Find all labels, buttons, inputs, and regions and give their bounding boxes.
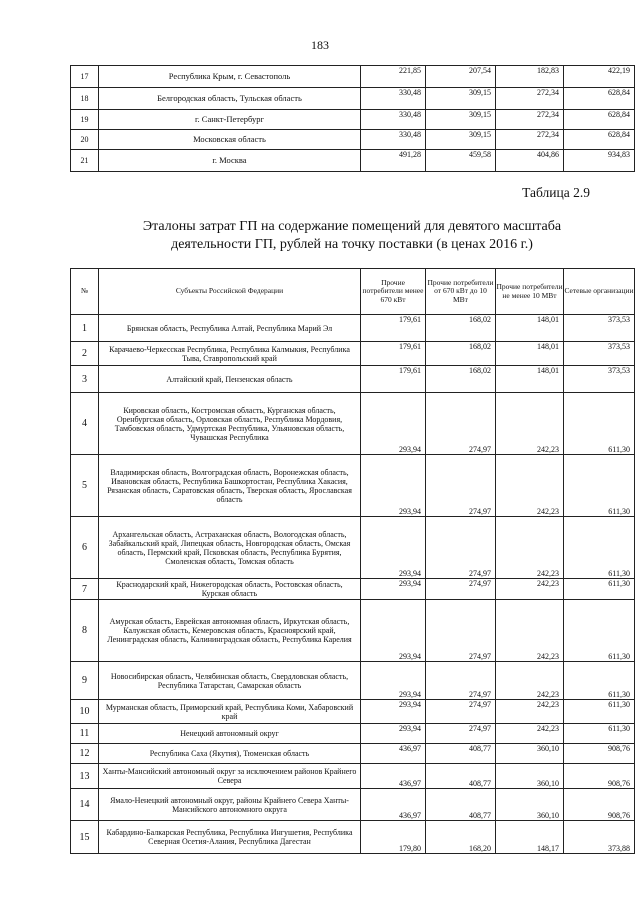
value-cell: 168,02 <box>426 315 496 342</box>
value-cell: 242,23 <box>496 662 564 700</box>
row-number: 10 <box>71 700 99 724</box>
value-cell: 309,15 <box>426 110 496 130</box>
subject-cell: Ненецкий автономный округ <box>99 724 361 744</box>
value-cell: 436,97 <box>361 764 426 789</box>
value-cell: 373,53 <box>564 342 635 366</box>
table-row <box>71 88 635 110</box>
subject-cell: Новосибирская область, Челябинская область, Свердловская область, Республика Татарстан, Самарская область <box>99 662 361 700</box>
value-cell: 408,77 <box>426 764 496 789</box>
costs-table <box>70 268 635 854</box>
row-number: 1 <box>71 315 99 342</box>
value-cell: 274,97 <box>426 662 496 700</box>
value-cell: 330,48 <box>361 130 426 150</box>
value-cell: 274,97 <box>426 579 496 600</box>
value-cell: 611,30 <box>564 724 635 744</box>
row-number: 9 <box>71 662 99 700</box>
subject-cell: Белгородская область, Тульская область <box>99 88 361 110</box>
value-cell: 459,58 <box>426 150 496 172</box>
column-header-subject: Субъекты Российской Федерации <box>99 269 361 315</box>
value-cell: 404,86 <box>496 150 564 172</box>
value-cell: 179,80 <box>361 821 426 854</box>
subject-cell: Мурманская область, Приморский край, Республика Коми, Хабаровский край <box>99 700 361 724</box>
value-cell: 242,23 <box>496 579 564 600</box>
value-cell: 293,94 <box>361 455 426 517</box>
row-number: 11 <box>71 724 99 744</box>
value-cell: 168,02 <box>426 366 496 393</box>
continued-table <box>70 65 635 172</box>
value-cell: 242,23 <box>496 455 564 517</box>
table-row <box>71 700 635 724</box>
column-header-c3: Прочие потребители не менее 10 МВт <box>496 269 564 315</box>
table-row <box>71 724 635 744</box>
subject-cell: Алтайский край, Пензенская область <box>99 366 361 393</box>
value-cell: 611,30 <box>564 662 635 700</box>
table-row <box>71 600 635 662</box>
table-header-row <box>71 269 635 315</box>
value-cell: 611,30 <box>564 700 635 724</box>
value-cell: 628,84 <box>564 88 635 110</box>
table-row <box>71 315 635 342</box>
row-number: 6 <box>71 517 99 579</box>
value-cell: 908,76 <box>564 789 635 821</box>
row-number: 13 <box>71 764 99 789</box>
value-cell: 242,23 <box>496 700 564 724</box>
value-cell: 272,34 <box>496 110 564 130</box>
table-row <box>71 579 635 600</box>
value-cell: 422,19 <box>564 66 635 88</box>
subject-cell: Республика Саха (Якутия), Тюменская область <box>99 744 361 764</box>
value-cell: 330,48 <box>361 88 426 110</box>
value-cell: 293,94 <box>361 517 426 579</box>
table-title <box>70 218 634 254</box>
row-number: 4 <box>71 393 99 455</box>
table-row <box>71 393 635 455</box>
subject-cell: Архангельская область, Астраханская область, Вологодская область, Забайкальский край, Липецкая область, Новгородская область, Омская область, Пермский край, Псковская область, Республика Бурятия, Смоленская область, Томская область <box>99 517 361 579</box>
row-number: 8 <box>71 600 99 662</box>
subject-cell: Брянская область, Республика Алтай, Республика Марий Эл <box>99 315 361 342</box>
value-cell: 242,23 <box>496 724 564 744</box>
value-cell: 436,97 <box>361 744 426 764</box>
value-cell: 274,97 <box>426 393 496 455</box>
table-title-line: деятельности ГП, рублей на точку поставки (в ценах 2016 г.) <box>171 237 533 252</box>
subject-cell: Краснодарский край, Нижегородская область, Ростовская область, Курская область <box>99 579 361 600</box>
row-number: 20 <box>71 130 99 150</box>
subject-cell: Кабардино-Балкарская Республика, Республика Ингушетия, Республика Северная Осетия-Алания, Республика Дагестан <box>99 821 361 854</box>
value-cell: 182,83 <box>496 66 564 88</box>
value-cell: 274,97 <box>426 517 496 579</box>
value-cell: 293,94 <box>361 724 426 744</box>
table-row <box>71 455 635 517</box>
subject-cell: Амурская область, Еврейская автономная область, Иркутская область, Калужская область, Кемеровская область, Красноярский край, Ленинградская область, Калининградская область, Республика Карелия <box>99 600 361 662</box>
value-cell: 293,94 <box>361 579 426 600</box>
value-cell: 373,53 <box>564 366 635 393</box>
value-cell: 360,10 <box>496 744 564 764</box>
value-cell: 373,53 <box>564 315 635 342</box>
row-number: 15 <box>71 821 99 854</box>
row-number: 18 <box>71 88 99 110</box>
value-cell: 373,88 <box>564 821 635 854</box>
subject-cell: Владимирская область, Волгоградская область, Воронежская область, Ивановская область, Республика Башкортостан, Республика Хакасия, Рязанская область, Саратовская область, Тверская область, Ярославская область <box>99 455 361 517</box>
value-cell: 611,30 <box>564 600 635 662</box>
value-cell: 293,94 <box>361 662 426 700</box>
value-cell: 242,23 <box>496 393 564 455</box>
value-cell: 293,94 <box>361 700 426 724</box>
table-row <box>71 130 635 150</box>
row-number: 19 <box>71 110 99 130</box>
subject-cell: г. Санкт-Петербург <box>99 110 361 130</box>
value-cell: 221,85 <box>361 66 426 88</box>
value-cell: 293,94 <box>361 393 426 455</box>
value-cell: 168,20 <box>426 821 496 854</box>
value-cell: 272,34 <box>496 130 564 150</box>
value-cell: 934,83 <box>564 150 635 172</box>
value-cell: 611,30 <box>564 579 635 600</box>
value-cell: 179,61 <box>361 366 426 393</box>
page-number: 183 <box>311 38 329 52</box>
value-cell: 628,84 <box>564 130 635 150</box>
value-cell: 148,01 <box>496 315 564 342</box>
value-cell: 274,97 <box>426 700 496 724</box>
value-cell: 274,97 <box>426 600 496 662</box>
table-row <box>71 764 635 789</box>
value-cell: 148,01 <box>496 342 564 366</box>
table-label: Таблица 2.9 <box>522 185 590 200</box>
subject-cell: Карачаево-Черкесская Республика, Республика Калмыкия, Республика Тыва, Ставропольский край <box>99 342 361 366</box>
table-row <box>71 150 635 172</box>
column-header-c4: Сетевые организации <box>564 269 635 315</box>
row-number: 17 <box>71 66 99 88</box>
value-cell: 611,30 <box>564 455 635 517</box>
table-row <box>71 517 635 579</box>
value-cell: 491,28 <box>361 150 426 172</box>
row-number: 3 <box>71 366 99 393</box>
value-cell: 293,94 <box>361 600 426 662</box>
subject-cell: Кировская область, Костромская область, Курганская область, Оренбургская область, Орловская область, Республика Мордовия, Тамбовская область, Удмуртская Республика, Ульяновская область, Чувашская Республика <box>99 393 361 455</box>
column-header-number: № <box>71 269 99 315</box>
table-row <box>71 66 635 88</box>
value-cell: 242,23 <box>496 600 564 662</box>
value-cell: 272,34 <box>496 88 564 110</box>
column-header-c1: Прочие потребители менее 670 кВт <box>361 269 426 315</box>
value-cell: 436,97 <box>361 789 426 821</box>
value-cell: 360,10 <box>496 764 564 789</box>
value-cell: 611,30 <box>564 393 635 455</box>
value-cell: 408,77 <box>426 744 496 764</box>
subject-cell: Ханты-Мансийский автономный округ за исключением районов Крайнего Севера <box>99 764 361 789</box>
table-row <box>71 789 635 821</box>
row-number: 7 <box>71 579 99 600</box>
value-cell: 611,30 <box>564 517 635 579</box>
value-cell: 207,54 <box>426 66 496 88</box>
value-cell: 309,15 <box>426 130 496 150</box>
row-number: 14 <box>71 789 99 821</box>
row-number: 5 <box>71 455 99 517</box>
value-cell: 242,23 <box>496 517 564 579</box>
value-cell: 908,76 <box>564 764 635 789</box>
table-row <box>71 821 635 854</box>
table-row <box>71 342 635 366</box>
value-cell: 148,01 <box>496 366 564 393</box>
value-cell: 408,77 <box>426 789 496 821</box>
subject-cell: Московская область <box>99 130 361 150</box>
value-cell: 309,15 <box>426 88 496 110</box>
column-header-c2: Прочие потребители от 670 кВт до 10 МВт <box>426 269 496 315</box>
table-row <box>71 110 635 130</box>
value-cell: 274,97 <box>426 455 496 517</box>
value-cell: 908,76 <box>564 744 635 764</box>
value-cell: 179,61 <box>361 315 426 342</box>
value-cell: 168,02 <box>426 342 496 366</box>
value-cell: 330,48 <box>361 110 426 130</box>
subject-cell: Ямало-Ненецкий автономный округ, районы Крайнего Севера Ханты-Мансийского автономного округа <box>99 789 361 821</box>
subject-cell: Республика Крым, г. Севастополь <box>99 66 361 88</box>
row-number: 2 <box>71 342 99 366</box>
table-row <box>71 662 635 700</box>
table-title-line: Эталоны затрат ГП на содержание помещений для девятого масштаба <box>142 219 562 234</box>
value-cell: 628,84 <box>564 110 635 130</box>
row-number: 12 <box>71 744 99 764</box>
value-cell: 179,61 <box>361 342 426 366</box>
table-row <box>71 744 635 764</box>
subject-cell: г. Москва <box>99 150 361 172</box>
table-row <box>71 366 635 393</box>
value-cell: 360,10 <box>496 789 564 821</box>
value-cell: 274,97 <box>426 724 496 744</box>
row-number: 21 <box>71 150 99 172</box>
value-cell: 148,17 <box>496 821 564 854</box>
